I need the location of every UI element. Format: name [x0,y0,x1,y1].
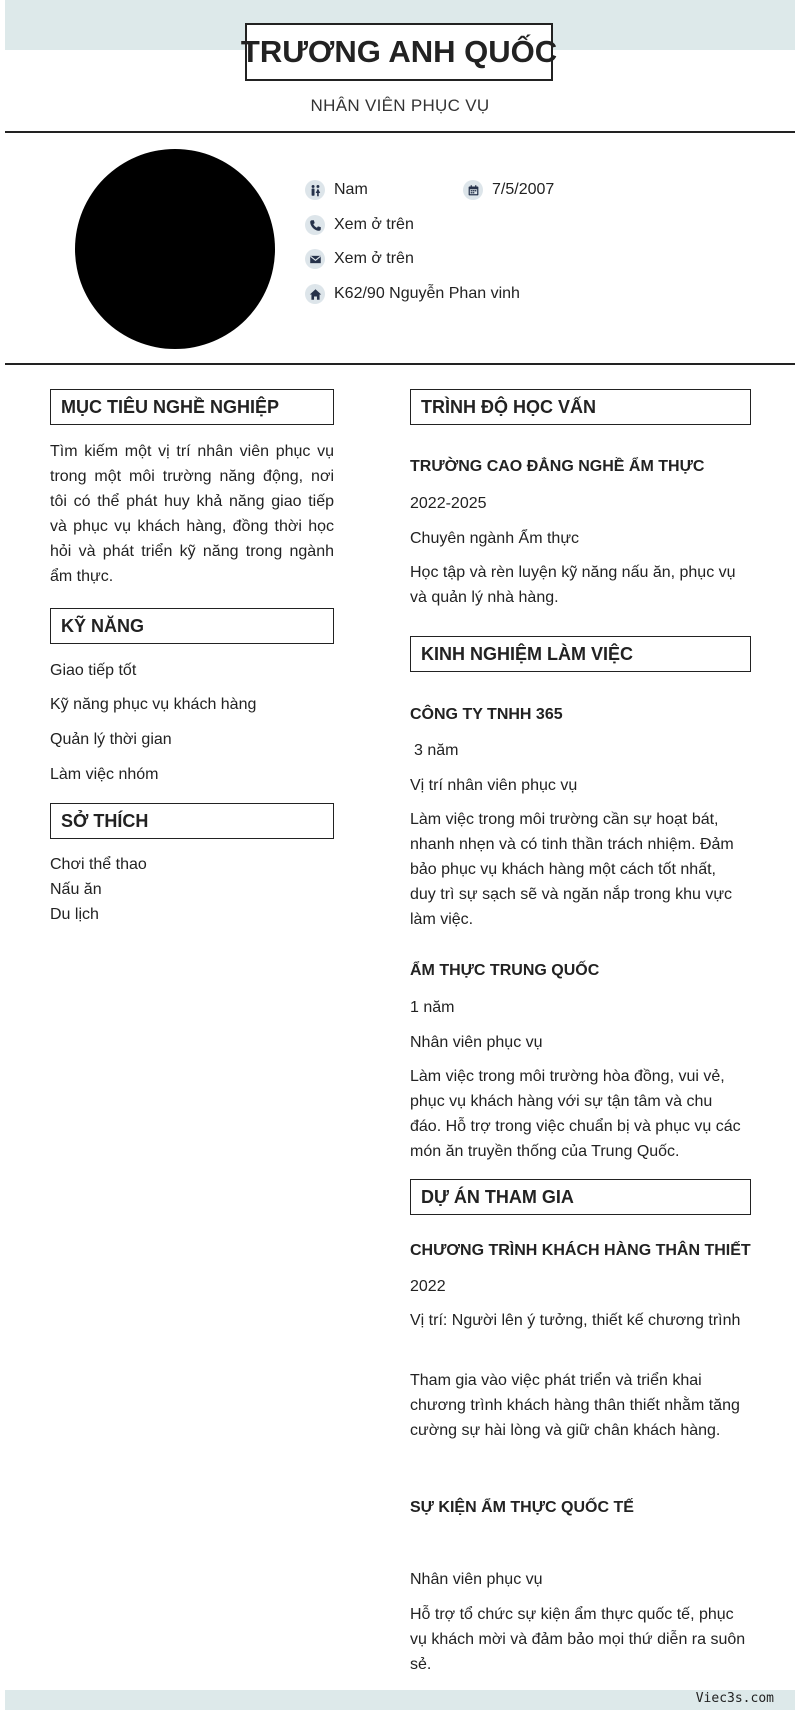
projects-heading: DỰ ÁN THAM GIA [410,1179,751,1215]
objective-heading: MỤC TIÊU NGHỀ NGHIỆP [50,389,334,425]
project-name: CHƯƠNG TRÌNH KHÁCH HÀNG THÂN THIẾT [410,1242,751,1259]
skill-item: Kỹ năng phục vụ khách hàng [50,696,257,713]
education-heading: TRÌNH ĐỘ HỌC VẤN [410,389,751,425]
divider-middle [5,363,795,365]
footer-brand[interactable]: Viec3s.com [695,1691,774,1706]
avatar [75,149,275,349]
education-school: TRƯỜNG CAO ĐẲNG NGHỀ ẨM THỰC [410,458,705,475]
footer-band [5,1690,795,1710]
job-company: ẨM THỰC TRUNG QUỐC [410,962,600,979]
calendar-icon [463,180,483,200]
job-role: Nhân viên phục vụ [410,1034,543,1051]
job-description: Làm việc trong môi trường cần sự hoạt bát, nhanh nhẹn và có tinh thần trách nhiệm. Đảm bảo phục vụ khách hàng một cách tốt nhất, duy trì sự sạch sẽ và ngăn nắp trong khu vực làm việc. [410,811,734,928]
info-birthday [463,180,554,200]
education-period: 2022-2025 [410,495,487,512]
project-year: 2022 [410,1278,446,1295]
job-description: Làm việc trong môi trường hòa đồng, vui vẻ, phục vụ khách hàng với sự tận tâm và chu đáo. Hỗ trợ trong việc chuẩn bị và phục vụ các món ăn truyền thống của Trung Quốc. [410,1068,741,1160]
project-role: Vị trí: Người lên ý tưởng, thiết kế chương trình [410,1312,741,1329]
birthday-text: 7/5/2007 [492,181,555,198]
skill-item: Làm việc nhóm [50,766,159,783]
gender-icon [305,180,325,200]
phone-icon [305,215,325,235]
job-duration: 1 năm [410,999,455,1016]
info-email [305,249,414,269]
candidate-name: TRƯƠNG ANH QUỐC [245,23,553,81]
hobbies-heading: SỞ THÍCH [50,803,334,839]
hobby-item: Chơi thể thao [50,856,147,873]
hobby-item: Nấu ăn [50,881,102,898]
email-icon [305,249,325,269]
divider-top [5,131,795,133]
gender-text: Nam [334,181,368,198]
phone-text: Xem ở trên [334,216,414,233]
hobby-item: Du lịch [50,906,99,923]
email-text: Xem ở trên [334,250,414,267]
skills-heading: KỸ NĂNG [50,608,334,644]
job-role: Vị trí nhân viên phục vụ [410,777,578,794]
info-phone [305,215,414,235]
job-title: NHÂN VIÊN PHỤC VỤ [310,96,490,115]
education-major: Chuyên ngành Ẩm thực [410,530,580,547]
home-icon [305,284,325,304]
job-company: CÔNG TY TNHH 365 [410,706,563,723]
project-name: SỰ KIỆN ẨM THỰC QUỐC TẾ [410,1499,634,1516]
project-role: Nhân viên phục vụ [410,1571,543,1588]
info-gender [305,180,368,200]
address-text: K62/90 Nguyễn Phan vinh [334,285,520,302]
project-description: Tham gia vào việc phát triển và triển khai chương trình khách hàng thân thiết nhằm tăng cường sự hài lòng và giữ chân khách hàng. [410,1372,740,1439]
skill-item: Giao tiếp tốt [50,662,137,679]
education-description: Học tập và rèn luyện kỹ năng nấu ăn, phục vụ và quản lý nhà hàng. [410,564,736,606]
experience-heading: KINH NGHIỆM LÀM VIỆC [410,636,751,672]
job-duration: 3 năm [414,742,459,759]
skill-item: Quản lý thời gian [50,731,172,748]
objective-text: Tìm kiếm một vị trí nhân viên phục vụ trong một môi trường năng động, nơi tôi có thể phát huy khả năng giao tiếp và phục vụ khách hàng, đồng thời học hỏi và phát triển kỹ năng trong ngành ẩm thực. [50,443,334,585]
info-address [305,284,520,304]
project-description: Hỗ trợ tổ chức sự kiện ẩm thực quốc tế, phục vụ khách mời và đảm bảo mọi thứ diễn ra suôn sẻ. [410,1606,746,1673]
